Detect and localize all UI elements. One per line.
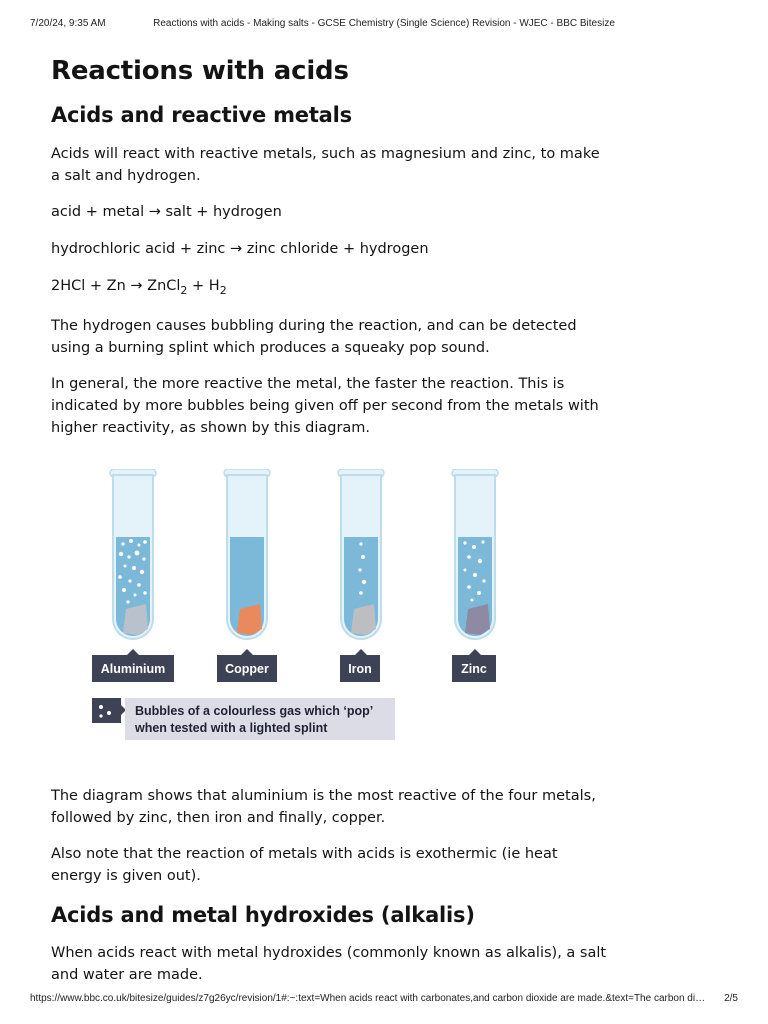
label-zinc	[452, 649, 496, 682]
label-copper-text: Copper	[225, 661, 269, 676]
print-datetime: 7/20/24, 9:35 AM	[30, 18, 106, 29]
symbol-equation-part1: 2HCl + Zn → ZnCl	[51, 278, 181, 294]
label-zinc-text: Zinc	[461, 661, 487, 676]
section-heading-metal-hydroxides: Acids and metal hydroxides (alkalis)	[51, 902, 475, 927]
legend	[92, 698, 395, 740]
paragraph-intro: Acids will react with reactive metals, such as magnesium and zinc, to make a salt and hydrogen.	[51, 146, 600, 184]
test-tube-aluminium	[110, 469, 156, 639]
test-tube-copper	[224, 469, 270, 639]
label-iron	[340, 649, 380, 682]
reactivity-diagram	[51, 469, 611, 765]
print-url: https://www.bbc.co.uk/bitesize/guides/z7g26yc/revision/1#:~:text=When acids react with carbonates,and carbon dioxide are made.&text=The carbon di…	[30, 993, 706, 1004]
symbol-equation-sub2: 2	[219, 283, 227, 297]
print-page-number: 2/5	[724, 993, 738, 1004]
symbol-equation-sub1: 2	[180, 283, 188, 297]
page-title: Reactions with acids	[51, 56, 349, 86]
label-iron-text: Iron	[348, 661, 372, 676]
symbol-equation-part2: + H	[187, 278, 220, 294]
section-heading-reactive-metals: Acids and reactive metals	[51, 103, 352, 127]
paragraph-reactivity: In general, the more reactive the metal, the faster the reaction. This is indicated by more bubbles being given off per second from the metals with higher reactivity, as shown by this diagram.	[51, 375, 599, 436]
label-aluminium	[92, 649, 174, 682]
word-equation: acid + metal → salt + hydrogen	[51, 204, 282, 220]
test-tube-zinc	[452, 469, 498, 639]
legend-line1: Bubbles of a colourless gas which ‘pop’	[135, 703, 374, 718]
print-page-title: Reactions with acids - Making salts - GCSE Chemistry (Single Science) Revision - WJEC - BBC Bitesize	[153, 18, 615, 29]
paragraph-hydroxides: When acids react with metal hydroxides (commonly known as alkalis), a salt and water are made.	[51, 944, 607, 983]
symbol-equation	[51, 275, 611, 302]
label-aluminium-text: Aluminium	[100, 661, 166, 676]
legend-bubbles-icon	[92, 698, 121, 723]
example-word-equation: hydrochloric acid + zinc → zinc chloride + hydrogen	[51, 241, 429, 257]
test-tubes-diagram	[51, 469, 611, 765]
paragraph-hydrogen-test: The hydrogen causes bubbling during the reaction, and can be detected using a burning splint which produces a squeaky pop sound.	[51, 317, 577, 356]
paragraph-exothermic: Also note that the reaction of metals with acids is exothermic (ie heat energy is given out).	[51, 845, 558, 884]
article	[51, 50, 611, 986]
paragraph-diagram-summary: The diagram shows that aluminium is the most reactive of the four metals, followed by zinc, then iron and finally, copper.	[51, 787, 596, 826]
label-copper	[217, 649, 277, 682]
test-tube-iron	[338, 469, 384, 639]
legend-line2: when tested with a lighted splint	[135, 720, 328, 735]
